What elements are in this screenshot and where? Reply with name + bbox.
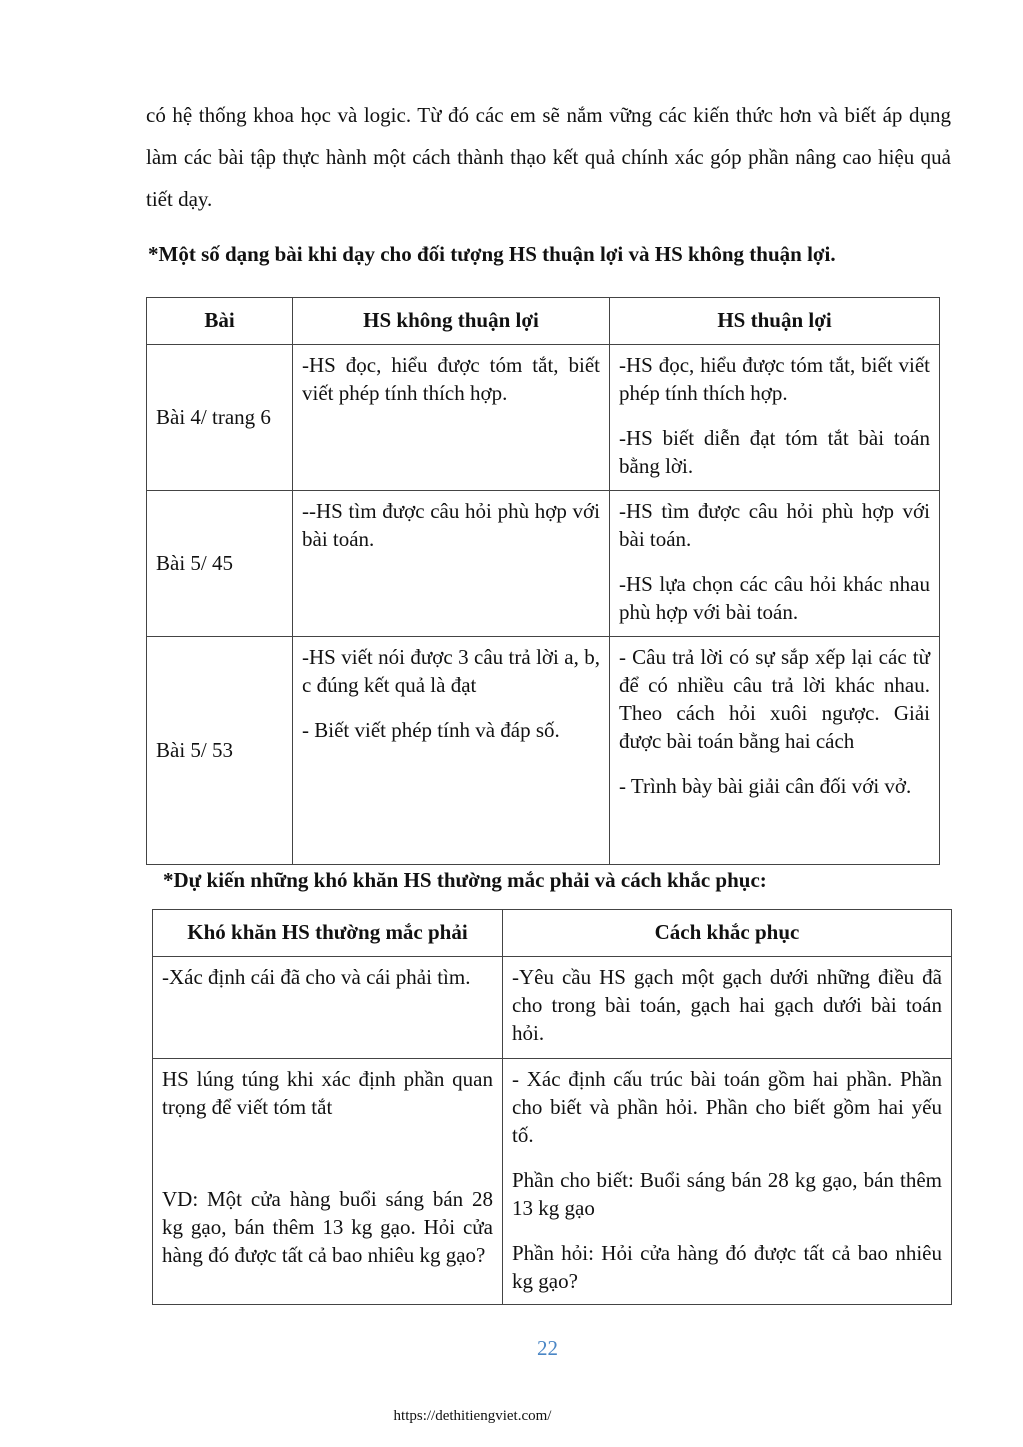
cell-text: VD: Một cửa hàng buổi sáng bán 28 kg gạo, bán thêm 13 kg gạo. Hỏi cửa hàng đó được tất cả bao nhiêu kg gạo? <box>162 1187 493 1267</box>
cell-text: -Yêu cầu HS gạch một gạch dưới những điều đã cho trong bài toán, gạch hai gạch dưới bài toán hỏi. <box>512 965 942 1045</box>
cell-text: -HS lựa chọn các câu hỏi khác nhau phù hợp với bài toán. <box>619 572 930 624</box>
strong-students-cell <box>610 345 940 491</box>
column-header-difficulty: Khó khăn HS thường mắc phải <box>153 910 503 957</box>
weak-students-cell <box>293 345 610 491</box>
lesson-types-table <box>146 297 940 865</box>
strong-students-cell <box>610 491 940 637</box>
difficulties-table <box>152 909 952 1305</box>
lesson-cell: Bài 4/ trang 6 <box>147 345 293 491</box>
table-row <box>153 1059 952 1305</box>
lesson-cell: Bài 5/ 45 <box>147 491 293 637</box>
column-header-strong-students: HS thuận lợi <box>610 298 940 345</box>
section-heading-difficulties: *Dự kiến những khó khăn HS thường mắc phải và cách khắc phục: <box>163 868 767 892</box>
cell-text: Phần hỏi: Hỏi cửa hàng đó được tất cả bao nhiêu kg gạo? <box>512 1241 942 1293</box>
cell-text: -HS biết diễn đạt tóm tắt bài toán bằng lời. <box>619 426 930 478</box>
cell-text: -HS đọc, hiểu được tóm tắt, biết viết phép tính thích hợp. <box>619 353 930 405</box>
cell-text: Phần cho biết: Buổi sáng bán 28 kg gạo, bán thêm 13 kg gạo <box>512 1168 942 1220</box>
section-heading-lesson-types: *Một số dạng bài khi dạy cho đối tượng HS thuận lợi và HS không thuận lợi. <box>148 242 836 266</box>
column-header-solution: Cách khắc phục <box>503 910 952 957</box>
table-header-row <box>153 910 952 957</box>
cell-text: -HS viết nói được 3 câu trả lời a, b, c đúng kết quả là đạt <box>302 645 600 697</box>
lesson-cell: Bài 5/ 53 <box>147 637 293 865</box>
cell-text: - Trình bày bài giải cân đối với vở. <box>619 774 912 798</box>
weak-students-cell <box>293 637 610 865</box>
cell-text: - Xác định cấu trúc bài toán gồm hai phần. Phần cho biết và phần hỏi. Phần cho biết gồm hai yếu tố. <box>512 1067 942 1147</box>
cell-text: HS lúng túng khi xác định phần quan trọng để viết tóm tắt <box>162 1067 493 1119</box>
cell-text: -HS đọc, hiểu được tóm tắt, biết viết phép tính thích hợp. <box>302 353 600 405</box>
footer-url: https://dethitiengviet.com/ <box>393 1408 552 1424</box>
difficulty-cell <box>153 1059 503 1305</box>
page-number: 22 <box>537 1336 558 1360</box>
weak-students-cell <box>293 491 610 637</box>
solution-cell <box>503 1059 952 1305</box>
table-row <box>147 345 940 491</box>
table-header-row <box>147 298 940 345</box>
cell-text: -HS tìm được câu hỏi phù hợp với bài toán. <box>619 499 930 551</box>
table-row <box>147 491 940 637</box>
cell-text: - Biết viết phép tính và đáp số. <box>302 718 560 742</box>
cell-text: --HS tìm được câu hỏi phù hợp với bài toán. <box>302 499 600 551</box>
intro-paragraph: có hệ thống khoa học và logic. Từ đó các em sẽ nắm vững các kiến thức hơn và biết áp dụng làm các bài tập thực hành một cách thành thạo kết quả chính xác góp phần nâng cao hiệu quả tiết dạy. <box>146 103 951 211</box>
column-header-lesson: Bài <box>147 298 293 345</box>
cell-text: - Câu trả lời có sự sắp xếp lại các từ để có nhiều câu trả lời khác nhau. Theo cách hỏi xuôi ngược. Giải được bài toán bằng hai cách <box>619 645 930 753</box>
strong-students-cell <box>610 637 940 865</box>
table-row <box>147 637 940 865</box>
solution-cell <box>503 957 952 1059</box>
table-row <box>153 957 952 1059</box>
cell-text: -Xác định cái đã cho và cái phải tìm. <box>162 965 471 989</box>
column-header-weak-students: HS không thuận lợi <box>293 298 610 345</box>
difficulty-cell <box>153 957 503 1059</box>
